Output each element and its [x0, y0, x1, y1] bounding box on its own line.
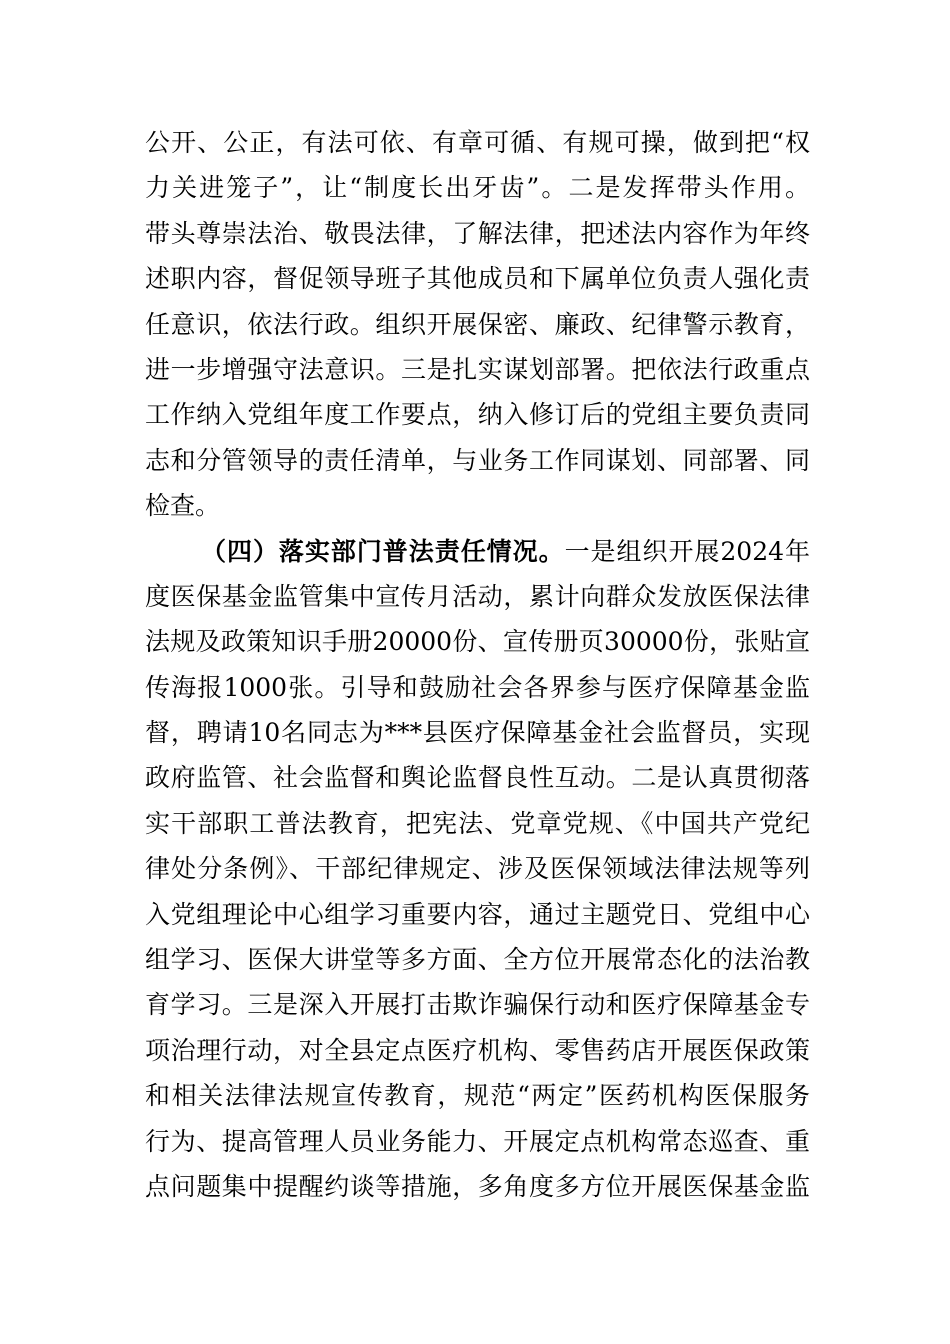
paragraph-line: 公开、公正，有法可依、有章可循、有规可操，做到把“权 [145, 128, 810, 157]
paragraph-line: 检查。 [145, 491, 221, 521]
paragraph-line: 实干部职工普法教育，把宪法、党章党规、《中国共产党纪 [145, 808, 810, 838]
paragraph-line: 律处分条例》、干部纪律规定、涉及医保领域法律法规等列 [145, 854, 810, 884]
paragraph-1 [145, 120, 810, 529]
paragraph-2 [145, 529, 810, 1210]
paragraph-line: 工作纳入党组年度工作要点，纳入修订后的党组主要负责同 [145, 400, 810, 430]
paragraph-line: 点问题集中提醒约谈等措施，多角度多方位开展医保基金监 [145, 1171, 810, 1201]
paragraph-line: 行为、提高管理人员业务能力、开展定点机构常态巡查、重 [145, 1126, 810, 1156]
paragraph-line: 任意识，依法行政。组织开展保密、廉政、纪律警示教育， [145, 309, 810, 339]
paragraph-line: 入党组理论中心组学习重要内容，通过主题党日、党组中心 [145, 899, 810, 929]
section-heading-rest: 一是组织开展2024年 [564, 536, 810, 566]
paragraph-line: 述职内容，督促领导班子其他成员和下属单位负责人强化责 [145, 264, 810, 294]
paragraph-line: 传海报1000张。引导和鼓励社会各界参与医疗保障基金监 [145, 672, 810, 702]
paragraph-line: 志和分管领导的责任清单，与业务工作同谋划、同部署、同 [145, 445, 810, 475]
paragraph-line: 政府监管、社会监督和舆论监督良性互动。二是认真贯彻落 [145, 763, 810, 793]
paragraph-line: 带头尊崇法治、敬畏法律，了解法律，把述法内容作为年终 [145, 218, 810, 248]
paragraph-first-line [145, 529, 810, 574]
paragraph-line: 项治理行动，对全县定点医疗机构、零售药店开展医保政策 [145, 1035, 810, 1065]
paragraph-line: 进一步增强守法意识。三是扎实谋划部署。把依法行政重点 [145, 354, 810, 384]
document-body [145, 120, 810, 1209]
paragraph-line: 督，聘请10名同志为***县医疗保障基金社会监督员，实现 [145, 718, 810, 748]
paragraph-line: 力关进笼子”，让“制度长出牙齿”。二是发挥带头作用。 [145, 173, 810, 203]
paragraph-line: 和相关法律法规宣传教育，规范“两定”医药机构医保服务 [145, 1081, 810, 1111]
paragraph-line: 育学习。三是深入开展打击欺诈骗保行动和医疗保障基金专 [145, 990, 810, 1020]
section-heading: （四）落实部门普法责任情况。 [201, 536, 565, 566]
paragraph-line: 度医保基金监管集中宣传月活动，累计向群众发放医保法律 [145, 581, 810, 611]
paragraph-line: 法规及政策知识手册20000份、宣传册页30000份，张贴宣 [145, 627, 810, 657]
paragraph-line: 组学习、医保大讲堂等多方面、全方位开展常态化的法治教 [145, 945, 810, 975]
